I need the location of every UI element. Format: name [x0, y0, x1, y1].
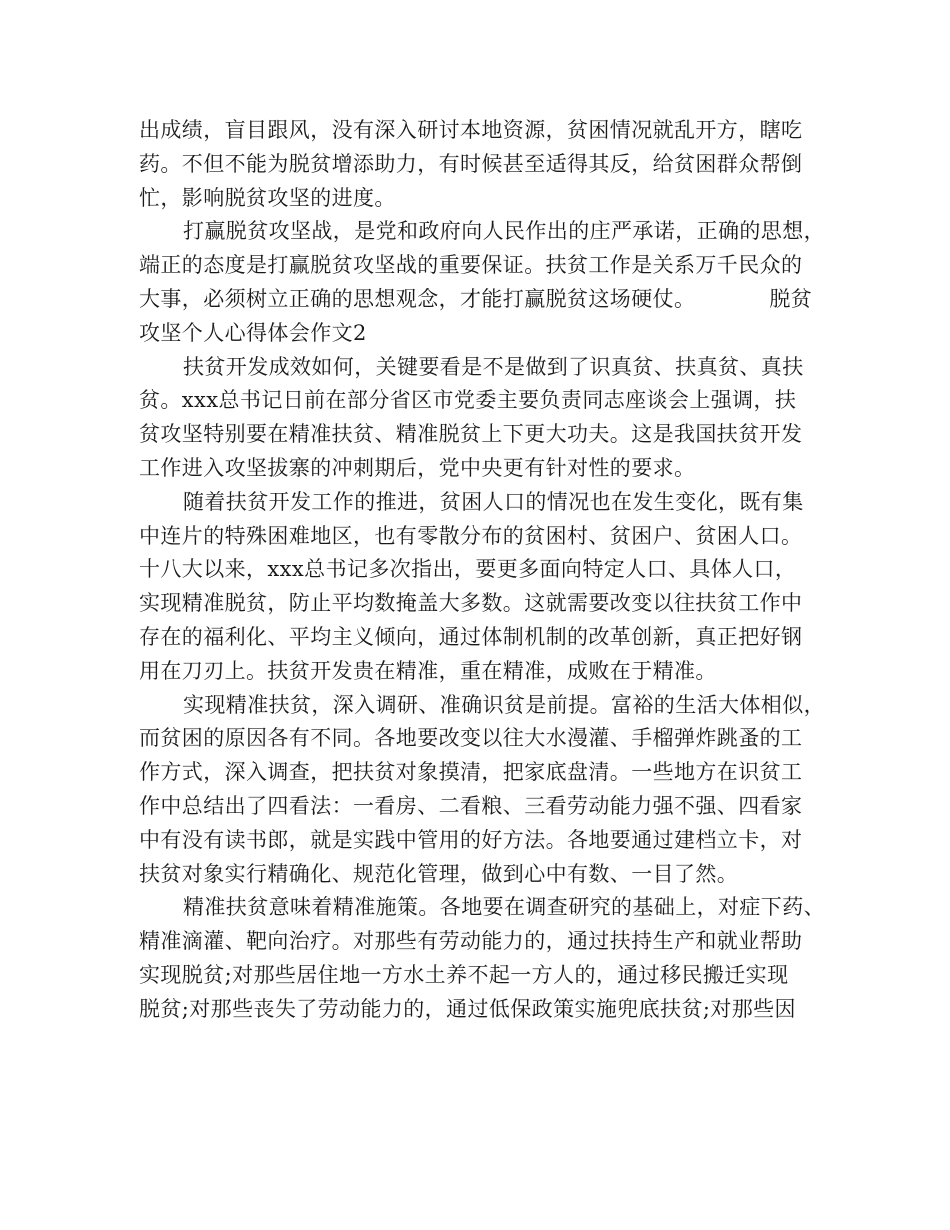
text-line	[139, 925, 829, 959]
document-body	[139, 114, 829, 1027]
text-line	[139, 959, 829, 993]
text-line	[139, 317, 829, 351]
line-text: 工作进入攻坚拔寨的冲刺期后，党中央更有针对性的要求。	[139, 455, 696, 480]
line-text: 随着扶贫开发工作的推进，贫困人口的情况也在发生变化，既有集	[183, 489, 804, 514]
line-text: 打赢脱贫攻坚战，是党和政府向人民作出的庄严承诺，正确的思想，	[183, 219, 825, 244]
line-text: 作中总结出了四看法：一看房、二看粮、三看劳动能力强不强、四看家	[139, 793, 803, 818]
line-text: 用在刀刃上。扶贫开发贵在精准，重在精准，成败在于精准。	[139, 658, 717, 683]
text-line	[139, 858, 829, 892]
text-line	[139, 722, 829, 756]
text-line	[139, 418, 829, 452]
text-line	[139, 621, 829, 655]
text-line	[139, 384, 829, 418]
line-text: 药。不但不能为脱贫增添助力，有时候甚至适得其反，给贫困群众帮倒	[139, 151, 803, 176]
line-text: 扶贫开发成效如何，关键要看是不是做到了识真贫、扶真贫、真扶	[183, 354, 804, 379]
line-text: 端正的态度是打赢脱贫攻坚战的重要保证。扶贫工作是关系万千民众的	[139, 253, 803, 278]
line-text: 贫。xxx总书记日前在部分省区市党委主要负责同志座谈会上强调，扶	[139, 388, 797, 413]
text-line	[139, 520, 829, 554]
text-line	[139, 587, 829, 621]
line-trailing-text: 脱贫	[769, 286, 813, 311]
line-text: 精准滴灌、靶向治疗。对那些有劳动能力的，通过扶持生产和就业帮助	[139, 929, 803, 954]
line-text: 十八大以来，xxx总书记多次指出，要更多面向特定人口、具体人口，	[139, 557, 797, 582]
text-line	[139, 182, 829, 216]
line-text: 中有没有读书郎，就是实践中管用的好方法。各地要通过建档立卡，对	[139, 827, 803, 852]
text-line	[139, 993, 829, 1027]
text-line	[139, 486, 829, 520]
line-text: 贫攻坚特别要在精准扶贫、精准脱贫上下更大功夫。这是我国扶贫开发	[139, 422, 803, 447]
text-line	[139, 148, 829, 182]
line-text: 扶贫对象实行精确化、规范化管理，做到心中有数、一目了然。	[139, 861, 739, 886]
line-text: 实现精准脱贫，防止平均数掩盖大多数。这就需要改变以往扶贫工作中	[139, 591, 803, 616]
text-line	[139, 249, 829, 283]
text-line	[139, 824, 829, 858]
text-line	[139, 891, 829, 925]
text-line	[139, 283, 829, 317]
text-line	[139, 114, 829, 148]
line-text: 而贫困的原因各有不同。各地要改变以往大水漫灌、手榴弹炸跳蚤的工	[139, 726, 803, 751]
text-line	[139, 351, 829, 385]
text-line	[139, 452, 829, 486]
line-text: 出成绩，盲目跟风，没有深入研讨本地资源，贫困情况就乱开方，瞎吃	[139, 118, 803, 142]
text-line	[139, 553, 829, 587]
line-text: 实现脱贫;对那些居住地一方水土养不起一方人的，通过移民搬迁实现	[139, 962, 789, 987]
line-text: 实现精准扶贫，深入调研、准确识贫是前提。富裕的生活大体相似，	[183, 692, 825, 717]
line-text: 脱贫;对那些丧失了劳动能力的，通过低保政策实施兜底扶贫;对那些因	[139, 996, 796, 1021]
line-text: 作方式，深入调查，把扶贫对象摸清，把家底盘清。一些地方在识贫工	[139, 760, 803, 785]
text-line	[139, 215, 829, 249]
line-text: 精准扶贫意味着精准施策。各地要在调查研究的基础上，对症下药、	[183, 895, 825, 920]
text-line	[139, 756, 829, 790]
text-line	[139, 790, 829, 824]
text-line	[139, 655, 829, 689]
line-text: 忙，影响脱贫攻坚的进度。	[139, 185, 396, 210]
text-line	[139, 689, 829, 723]
line-text: 大事，必须树立正确的思想观念，才能打赢脱贫这场硬仗。	[139, 286, 696, 311]
line-text: 攻坚个人心得体会作文2	[139, 320, 367, 345]
line-text: 中连片的特殊困难地区，也有零散分布的贫困村、贫困户、贫困人口。	[139, 523, 803, 548]
line-text: 存在的福利化、平均主义倾向，通过体制机制的改革创新，真正把好钢	[139, 624, 803, 649]
